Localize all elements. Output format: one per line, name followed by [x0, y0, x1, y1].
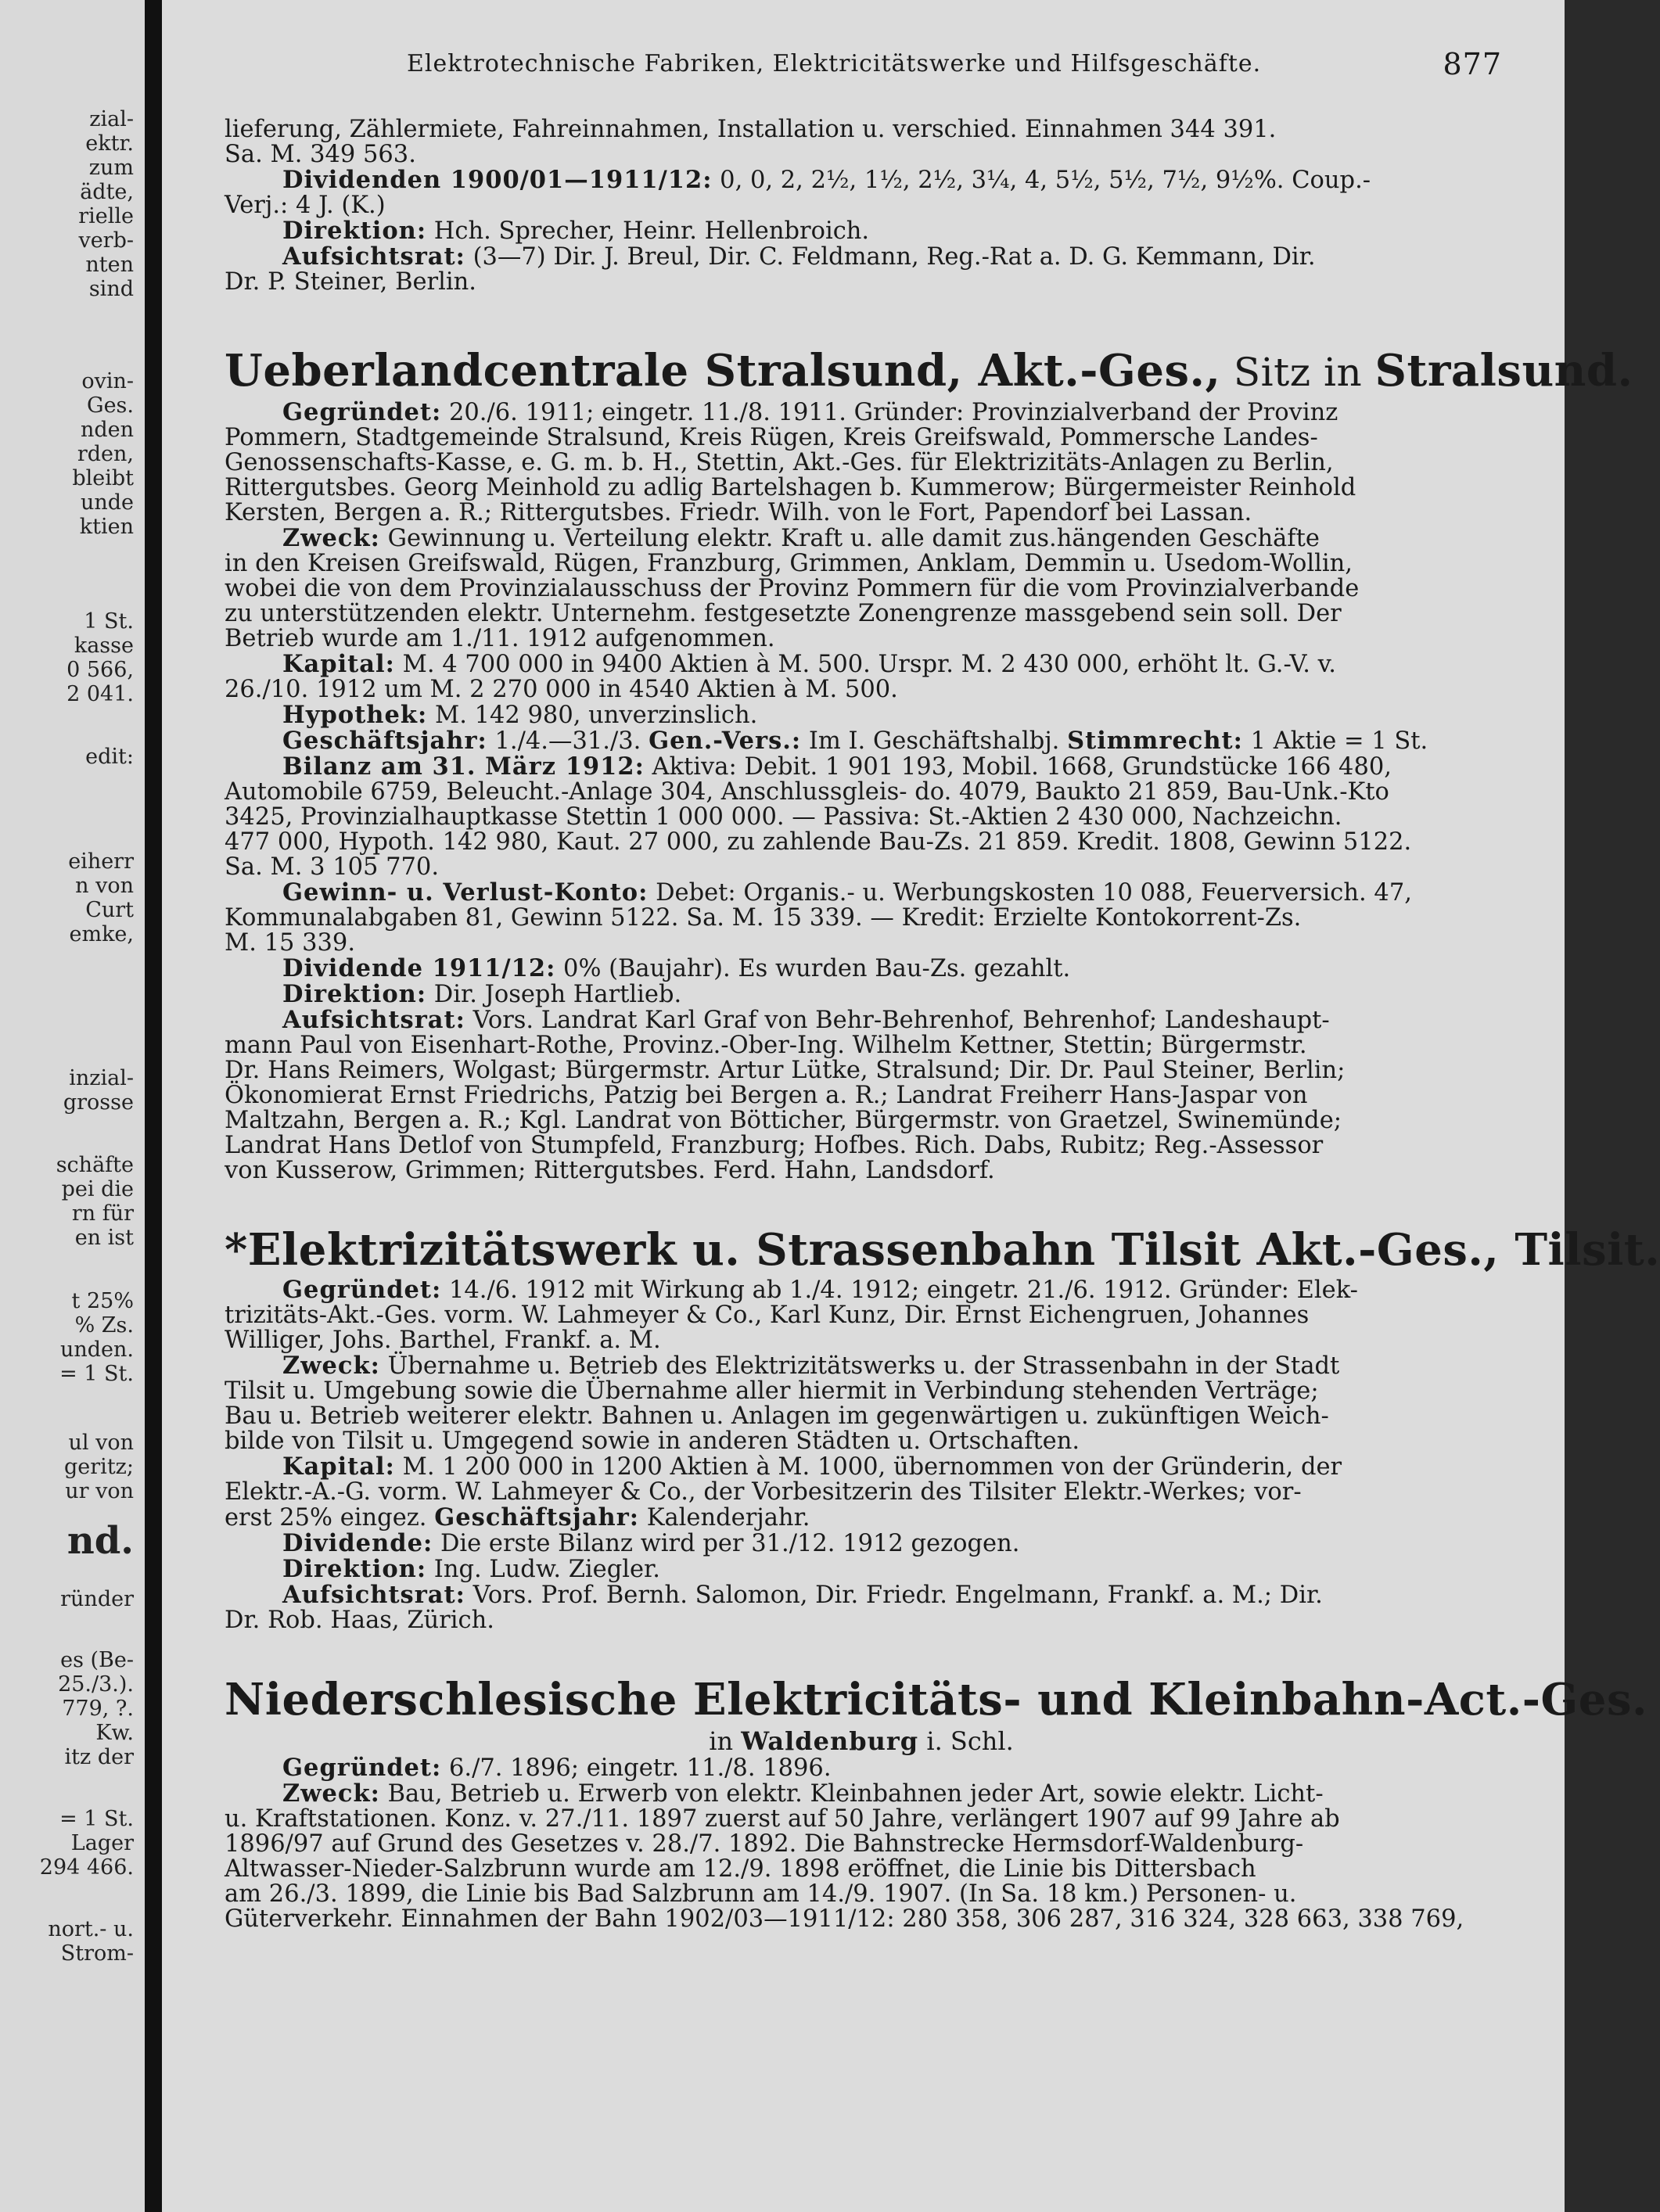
field-text: Aktiva: Debit. 1 901 193, Mobil. 1668, Grundstücke 166 480,	[644, 753, 1392, 781]
entry-field	[225, 1353, 1498, 1379]
field-label: Bilanz am 31. März 1912:	[282, 752, 645, 781]
margin-fragment: eiherr	[68, 849, 134, 874]
company-name: Ueberlandcentrale Stralsund, Akt.-Ges.,	[225, 345, 1221, 397]
text-line	[225, 501, 1498, 526]
field-label: Direktion:	[282, 217, 427, 245]
line-text: Rittergutsbes. Georg Meinhold zu adlig Bartelshagen b. Kummerow; Bürgermeister Reinhold	[225, 474, 1356, 501]
field-label: Hypothek:	[282, 701, 428, 729]
margin-fragment: bleibt	[72, 466, 134, 490]
field-text: M. 142 980, unverzinslich.	[427, 702, 758, 729]
text-line	[225, 117, 1498, 142]
margin-fragment: t 25%	[71, 1289, 134, 1313]
margin-fragment: ul von	[68, 1431, 134, 1455]
field-label: Gegründet:	[282, 1754, 442, 1782]
field-label: Kapital:	[282, 650, 395, 678]
text-line	[225, 1158, 1498, 1183]
margin-fragment: itz der	[64, 1745, 134, 1769]
field-label: Dividende:	[282, 1529, 433, 1557]
margin-fragment: unde	[80, 490, 134, 515]
text-line	[225, 1608, 1498, 1633]
field-label: Aufsichtsrat:	[282, 242, 465, 271]
line-text: wobei die von dem Provinzialausschuss der Provinz Pommern für die vom Provinzialverbande	[225, 575, 1360, 602]
field-text: 6./7. 1896; eingetr. 11./8. 1896.	[441, 1754, 832, 1782]
company-name: *Elektrizitätswerk u. Strassenbahn Tilsit Akt.-Ges., Tilsit.	[225, 1224, 1660, 1276]
line-text: in den Kreisen Greifswald, Rügen, Franzburg, Grimmen, Anklam, Demmin u. Usedom-Wollin,	[225, 550, 1353, 577]
field-label: Aufsichtsrat:	[282, 1581, 465, 1609]
text-line	[225, 426, 1498, 451]
line-text: bilde von Tilsit u. Umgegend sowie in anderen Städten u. Ortschaften.	[225, 1427, 1080, 1455]
line-text: Bau u. Betrieb weiterer elektr. Bahnen u. Anlagen im gegenwärtigen u. zukünftigen Weich-	[225, 1402, 1329, 1430]
line-text: Landrat Hans Detlof von Stumpfeld, Franzburg; Hofbes. Rich. Dabs, Rubitz; Reg.-Assessor	[225, 1132, 1324, 1159]
entry-field	[225, 1454, 1498, 1480]
field-label: Zweck:	[282, 524, 380, 552]
field-label: Gegründet:	[282, 398, 442, 426]
line-text: Dr. Hans Reimers, Wolgast; Bürgermstr. Artur Lütke, Stralsund; Dir. Dr. Paul Steiner, Berlin;	[225, 1057, 1346, 1084]
line-text: Kersten, Bergen a. R.; Rittergutsbes. Friedr. Wilh. von le Fort, Papendorf bei Lassan.	[225, 499, 1252, 526]
text-line	[225, 830, 1498, 855]
field-label: Stimmrecht:	[1067, 727, 1243, 755]
margin-fragment: 294 466.	[39, 1855, 134, 1880]
line-text: 26./10. 1912 um M. 2 270 000 in 4540 Aktien à M. 500.	[225, 676, 898, 703]
book-gutter	[145, 0, 162, 2212]
text-line	[225, 142, 1498, 167]
field-label: Dividende 1911/12:	[282, 954, 556, 982]
field-label: Zweck:	[282, 1779, 380, 1808]
previous-page-fragment	[0, 0, 145, 2212]
margin-fragment: kasse	[74, 634, 134, 658]
margin-fragment: zial-	[89, 107, 134, 131]
margin-fragment: 779, ?.	[62, 1697, 134, 1721]
field-text: M. 4 700 000 in 9400 Aktien à M. 500. Urspr. M. 2 430 000, erhöht lt. G.-V. v.	[394, 651, 1336, 678]
field-text: Im I. Geschäftshalbj.	[801, 727, 1068, 755]
field-text: 20./6. 1911; eingetr. 11./8. 1911. Gründer: Provinzialverband der Provinz	[441, 399, 1338, 426]
line-text: am 26./3. 1899, die Linie bis Bad Salzbrunn am 14./9. 1907. (In Sa. 18 km.) Personen- u.	[225, 1880, 1297, 1908]
text-line	[225, 601, 1498, 627]
entry-field	[225, 1755, 1498, 1781]
text-line	[225, 627, 1498, 652]
text-line	[225, 1133, 1498, 1158]
page-number: 877	[1443, 47, 1502, 81]
margin-fragment: Ges.	[87, 393, 134, 418]
text-line	[225, 855, 1498, 880]
line-text: Güterverkehr. Einnahmen der Bahn 1902/03—1911/12: 280 358, 306 287, 316 324, 328 663, 338 769,	[225, 1905, 1464, 1933]
line-text: erst 25% eingez.	[225, 1504, 435, 1532]
margin-fragment: 1 St.	[84, 609, 134, 634]
field-label: Direktion:	[282, 1555, 427, 1583]
field-label: Direktion:	[282, 980, 427, 1008]
margin-fragment: rn für	[71, 1201, 134, 1226]
section-gap	[225, 1633, 1498, 1672]
field-text: Ing. Ludw. Ziegler.	[426, 1556, 660, 1583]
section-gap	[225, 295, 1498, 343]
line-text: Kommunalabgaben 81, Gewinn 5122. Sa. M. 15 339. — Kredit: Erzielte Kontokorrent-Zs.	[225, 904, 1302, 932]
margin-fragment: % Zs.	[74, 1313, 134, 1338]
line-text: Altwasser-Nieder-Salzbrunn wurde am 12./9. 1898 eröffnet, die Linie bis Dittersbach	[225, 1855, 1256, 1883]
text-line	[225, 1303, 1498, 1328]
entry-field	[225, 1007, 1498, 1033]
text-line	[225, 1882, 1498, 1907]
text-line	[225, 1832, 1498, 1857]
entry-field	[225, 754, 1498, 780]
entry-field	[225, 652, 1498, 677]
company-title	[225, 1672, 1647, 1727]
text-line	[225, 1379, 1498, 1404]
entry-field	[225, 1582, 1498, 1608]
company-name: Niederschlesische Elektricitäts- und Kleinbahn-Act.-Ges.	[225, 1674, 1647, 1725]
margin-fragment: ektr.	[85, 131, 134, 156]
margin-fragment: nten	[85, 253, 134, 277]
margin-fragment: inzial-	[69, 1066, 134, 1090]
margin-fragment: Kw.	[95, 1721, 134, 1745]
page-content	[225, 116, 1660, 1933]
entry-field	[225, 1781, 1498, 1807]
field-text: Die erste Bilanz wird per 31./12. 1912 gezogen.	[433, 1530, 1020, 1557]
entry-field	[225, 956, 1498, 982]
text-line	[225, 780, 1498, 805]
margin-fragment: unden.	[59, 1338, 134, 1362]
text-line	[225, 576, 1498, 601]
text-line	[225, 1058, 1498, 1083]
entry-field	[225, 1557, 1498, 1582]
field-text: Bau, Betrieb u. Erwerb von elektr. Kleinbahnen jeder Art, sowie elektr. Licht-	[379, 1780, 1324, 1808]
margin-fragment: ktien	[79, 515, 134, 539]
text-line	[225, 677, 1498, 702]
field-text: Vors. Landrat Karl Graf von Behr-Behrenhof, Behrenhof; Landeshaupt-	[465, 1007, 1330, 1034]
text-line	[225, 1807, 1498, 1832]
text-line	[225, 1328, 1498, 1353]
text-line	[225, 1429, 1498, 1454]
field-text: (3—7) Dir. J. Breul, Dir. C. Feldmann, Reg.-Rat a. D. G. Kemmann, Dir.	[465, 243, 1316, 271]
line-text: 477 000, Hypoth. 142 980, Kaut. 27 000, zu zahlende Bau-Zs. 21 859. Kredit. 1808, Gewinn 5122.	[225, 828, 1412, 856]
entry-field	[225, 400, 1498, 426]
text-line	[225, 1480, 1498, 1505]
margin-fragment: rden,	[77, 442, 134, 466]
margin-fragment: pei die	[61, 1177, 134, 1201]
field-text: Hch. Sprecher, Heinr. Hellenbroich.	[426, 217, 870, 245]
seat-city: Stralsund.	[1374, 345, 1633, 397]
seat-suffix: i. Schl.	[918, 1726, 1014, 1756]
field-text: 0% (Baujahr). Es wurden Bau-Zs. gezahlt.	[555, 955, 1071, 982]
text-line	[225, 805, 1498, 830]
entry-field	[225, 244, 1498, 270]
margin-fragment: n von	[75, 874, 134, 898]
page-header	[243, 47, 1502, 81]
text-line	[225, 551, 1498, 576]
margin-fragment: zum	[88, 156, 134, 180]
entry-field	[225, 218, 1498, 244]
field-text: 14./6. 1912 mit Wirkung ab 1./4. 1912; eingetr. 21./6. 1912. Gründer: Elek-	[441, 1277, 1358, 1304]
margin-fragment: en ist	[74, 1226, 134, 1250]
field-label: Zweck:	[282, 1352, 380, 1380]
margin-fragment: es (Be-	[60, 1648, 134, 1672]
field-text: Übernahme u. Betrieb des Elektrizitätswerks u. der Strassenbahn in der Stadt	[379, 1352, 1340, 1380]
line-text: u. Kraftstationen. Konz. v. 27./11. 1897 zuerst auf 50 Jahre, verlängert 1907 auf 99 Jahre ab	[225, 1805, 1340, 1833]
margin-fragment: edit:	[85, 745, 134, 769]
line-text: trizitäts-Akt.-Ges. vorm. W. Lahmeyer & Co., Karl Kunz, Dir. Ernst Eichengruen, Johannes	[225, 1302, 1310, 1329]
line-text: Dr. Rob. Haas, Zürich.	[225, 1607, 494, 1634]
line-text: Verj.: 4 J. (K.)	[225, 192, 386, 219]
entry-field	[225, 526, 1498, 551]
company-title	[225, 1223, 1660, 1277]
section-gap	[225, 1183, 1498, 1223]
text-line	[225, 1108, 1498, 1133]
line-text: Sa. M. 349 563.	[225, 141, 416, 168]
margin-fragment: geritz;	[64, 1455, 134, 1479]
line-text: Tilsit u. Umgebung sowie die Übernahme aller hiermit in Verbindung stehenden Verträge;	[225, 1377, 1319, 1405]
seat-prefix: in	[709, 1726, 742, 1756]
margin-fragment: ründer	[60, 1587, 134, 1611]
field-label: Dividenden 1900/01—1911/12:	[282, 166, 713, 194]
field-text: Debet: Organis.- u. Werbungskosten 10 088, Feuerversich. 47,	[648, 879, 1412, 907]
margin-fragment: nd.	[66, 1519, 134, 1563]
line-text: Maltzahn, Bergen a. R.; Kgl. Landrat von Bötticher, Bürgermstr. von Graetzel, Swinemünde;	[225, 1107, 1342, 1134]
margin-fragment: Strom-	[60, 1941, 134, 1966]
margin-fragment: rielle	[78, 204, 134, 228]
field-label: Gegründet:	[282, 1276, 442, 1304]
line-text: Genossenschafts-Kasse, e. G. m. b. H., Stettin, Akt.-Ges. für Elektrizitäts-Anlagen zu Berlin,	[225, 449, 1334, 476]
field-text: Vors. Prof. Bernh. Salomon, Dir. Friedr. Engelmann, Frankf. a. M.; Dir.	[465, 1582, 1323, 1609]
field-label: Gewinn- u. Verlust-Konto:	[282, 878, 649, 907]
running-title: Elektrotechnische Fabriken, Elektricitätswerke und Hilfsgeschäfte.	[407, 50, 1262, 77]
field-text: M. 1 200 000 in 1200 Aktien à M. 1000, übernommen von der Gründerin, der	[394, 1453, 1342, 1481]
field-label: Gen.-Vers.:	[649, 727, 802, 755]
line-text: Williger, Johs. Barthel, Frankf. a. M.	[225, 1327, 661, 1354]
line-text: Betrieb wurde am 1./11. 1912 aufgenommen.	[225, 625, 775, 652]
field-label: Geschäftsjahr:	[282, 727, 487, 755]
margin-fragment: nden	[80, 418, 134, 442]
text-line	[225, 1857, 1498, 1882]
line-text: zu unterstützenden elektr. Unternehm. festgesetzte Zonengrenze massgebend sein soll. Der	[225, 600, 1342, 627]
margin-fragment: 25./3.).	[58, 1672, 134, 1697]
field-text: Dir. Joseph Hartlieb.	[426, 981, 682, 1008]
line-text: Automobile 6759, Beleucht.-Anlage 304, Anschlussgleis- do. 4079, Baukto 21 859, Bau-Unk.-Kto	[225, 778, 1389, 806]
line-text: mann Paul von Eisenhart-Rothe, Provinz.-Ober-Ing. Wilhelm Kettner, Stettin; Bürgermstr.	[225, 1032, 1307, 1059]
field-label: Aufsichtsrat:	[282, 1006, 465, 1034]
entry-field	[225, 728, 1498, 754]
margin-fragment: nort.- u.	[48, 1917, 134, 1941]
seat-label: Sitz in	[1220, 350, 1375, 395]
line-text: Elektr.-A.-G. vorm. W. Lahmeyer & Co., der Vorbesitzerin des Tilsiter Elektr.-Werkes; vor-	[225, 1478, 1302, 1506]
entry-field	[225, 167, 1498, 193]
margin-fragment: Curt	[85, 898, 134, 922]
margin-fragment: ovin-	[81, 369, 134, 393]
line-text: M. 15 339.	[225, 929, 356, 957]
company-seat	[225, 1727, 1498, 1755]
margin-fragment: ädte,	[80, 180, 134, 204]
entry-field	[225, 880, 1498, 906]
text-line	[225, 1033, 1498, 1058]
margin-fragment: grosse	[63, 1090, 134, 1115]
field-text: Gewinnung u. Verteilung elektr. Kraft u. alle damit zus.hängenden Geschäfte	[379, 525, 1320, 552]
text-line	[225, 931, 1498, 956]
line-text: Sa. M. 3 105 770.	[225, 853, 440, 881]
line-text: Ökonomierat Ernst Friedrichs, Patzig bei Bergen a. R.; Landrat Freiherr Hans-Jaspar von	[225, 1082, 1308, 1109]
text-line	[225, 1907, 1498, 1932]
margin-fragment: 0 566,	[66, 658, 134, 682]
margin-fragment: = 1 St.	[59, 1362, 134, 1386]
text-line	[225, 906, 1498, 931]
line-text: Dr. P. Steiner, Berlin.	[225, 268, 476, 296]
field-label: Kapital:	[282, 1453, 395, 1481]
text-line	[225, 193, 1498, 218]
text-line	[225, 1404, 1498, 1429]
line-text: 3425, Provinzialhauptkasse Stettin 1 000 000. — Passiva: St.-Aktien 2 430 000, Nachzeichn.	[225, 803, 1342, 831]
text-line	[225, 1505, 1498, 1531]
text-line	[225, 476, 1498, 501]
field-text: 1./4.—31./3.	[487, 727, 649, 755]
entry-field	[225, 1277, 1498, 1303]
line-text: lieferung, Zählermiete, Fahreinnahmen, Installation u. verschied. Einnahmen 344 391.	[225, 116, 1277, 143]
entry-field	[225, 1531, 1498, 1557]
field-label: Geschäftsjahr:	[434, 1503, 640, 1532]
margin-fragment: schäfte	[56, 1153, 134, 1177]
seat-city: Waldenburg	[741, 1726, 919, 1756]
margin-fragment: = 1 St.	[59, 1807, 134, 1831]
entry-field	[225, 702, 1498, 728]
margin-fragment: sind	[88, 277, 134, 301]
text-line	[225, 1083, 1498, 1108]
field-text: 1 Aktie = 1 St.	[1242, 727, 1428, 755]
line-text: von Kusserow, Grimmen; Rittergutsbes. Ferd. Hahn, Landsdorf.	[225, 1157, 995, 1184]
entry-field	[225, 982, 1498, 1007]
company-title	[225, 343, 1633, 400]
margin-fragment: Lager	[70, 1831, 134, 1855]
text-line	[225, 270, 1498, 295]
field-text: 0, 0, 2, 2½, 1½, 2½, 3¼, 4, 5½, 5½, 7½, 9½%. Coup.-	[712, 167, 1371, 194]
margin-fragment: verb-	[78, 228, 134, 253]
margin-fragment: 2 041.	[66, 682, 134, 706]
margin-fragment: ur von	[65, 1479, 134, 1503]
margin-fragment: emke,	[69, 922, 134, 946]
field-text: Kalenderjahr.	[639, 1504, 810, 1532]
line-text: 1896/97 auf Grund des Gesetzes v. 28./7. 1892. Die Bahnstrecke Hermsdorf-Waldenburg-	[225, 1830, 1304, 1858]
text-line	[225, 451, 1498, 476]
line-text: Pommern, Stadtgemeinde Stralsund, Kreis Rügen, Kreis Greifswald, Pommersche Landes-	[225, 424, 1318, 451]
